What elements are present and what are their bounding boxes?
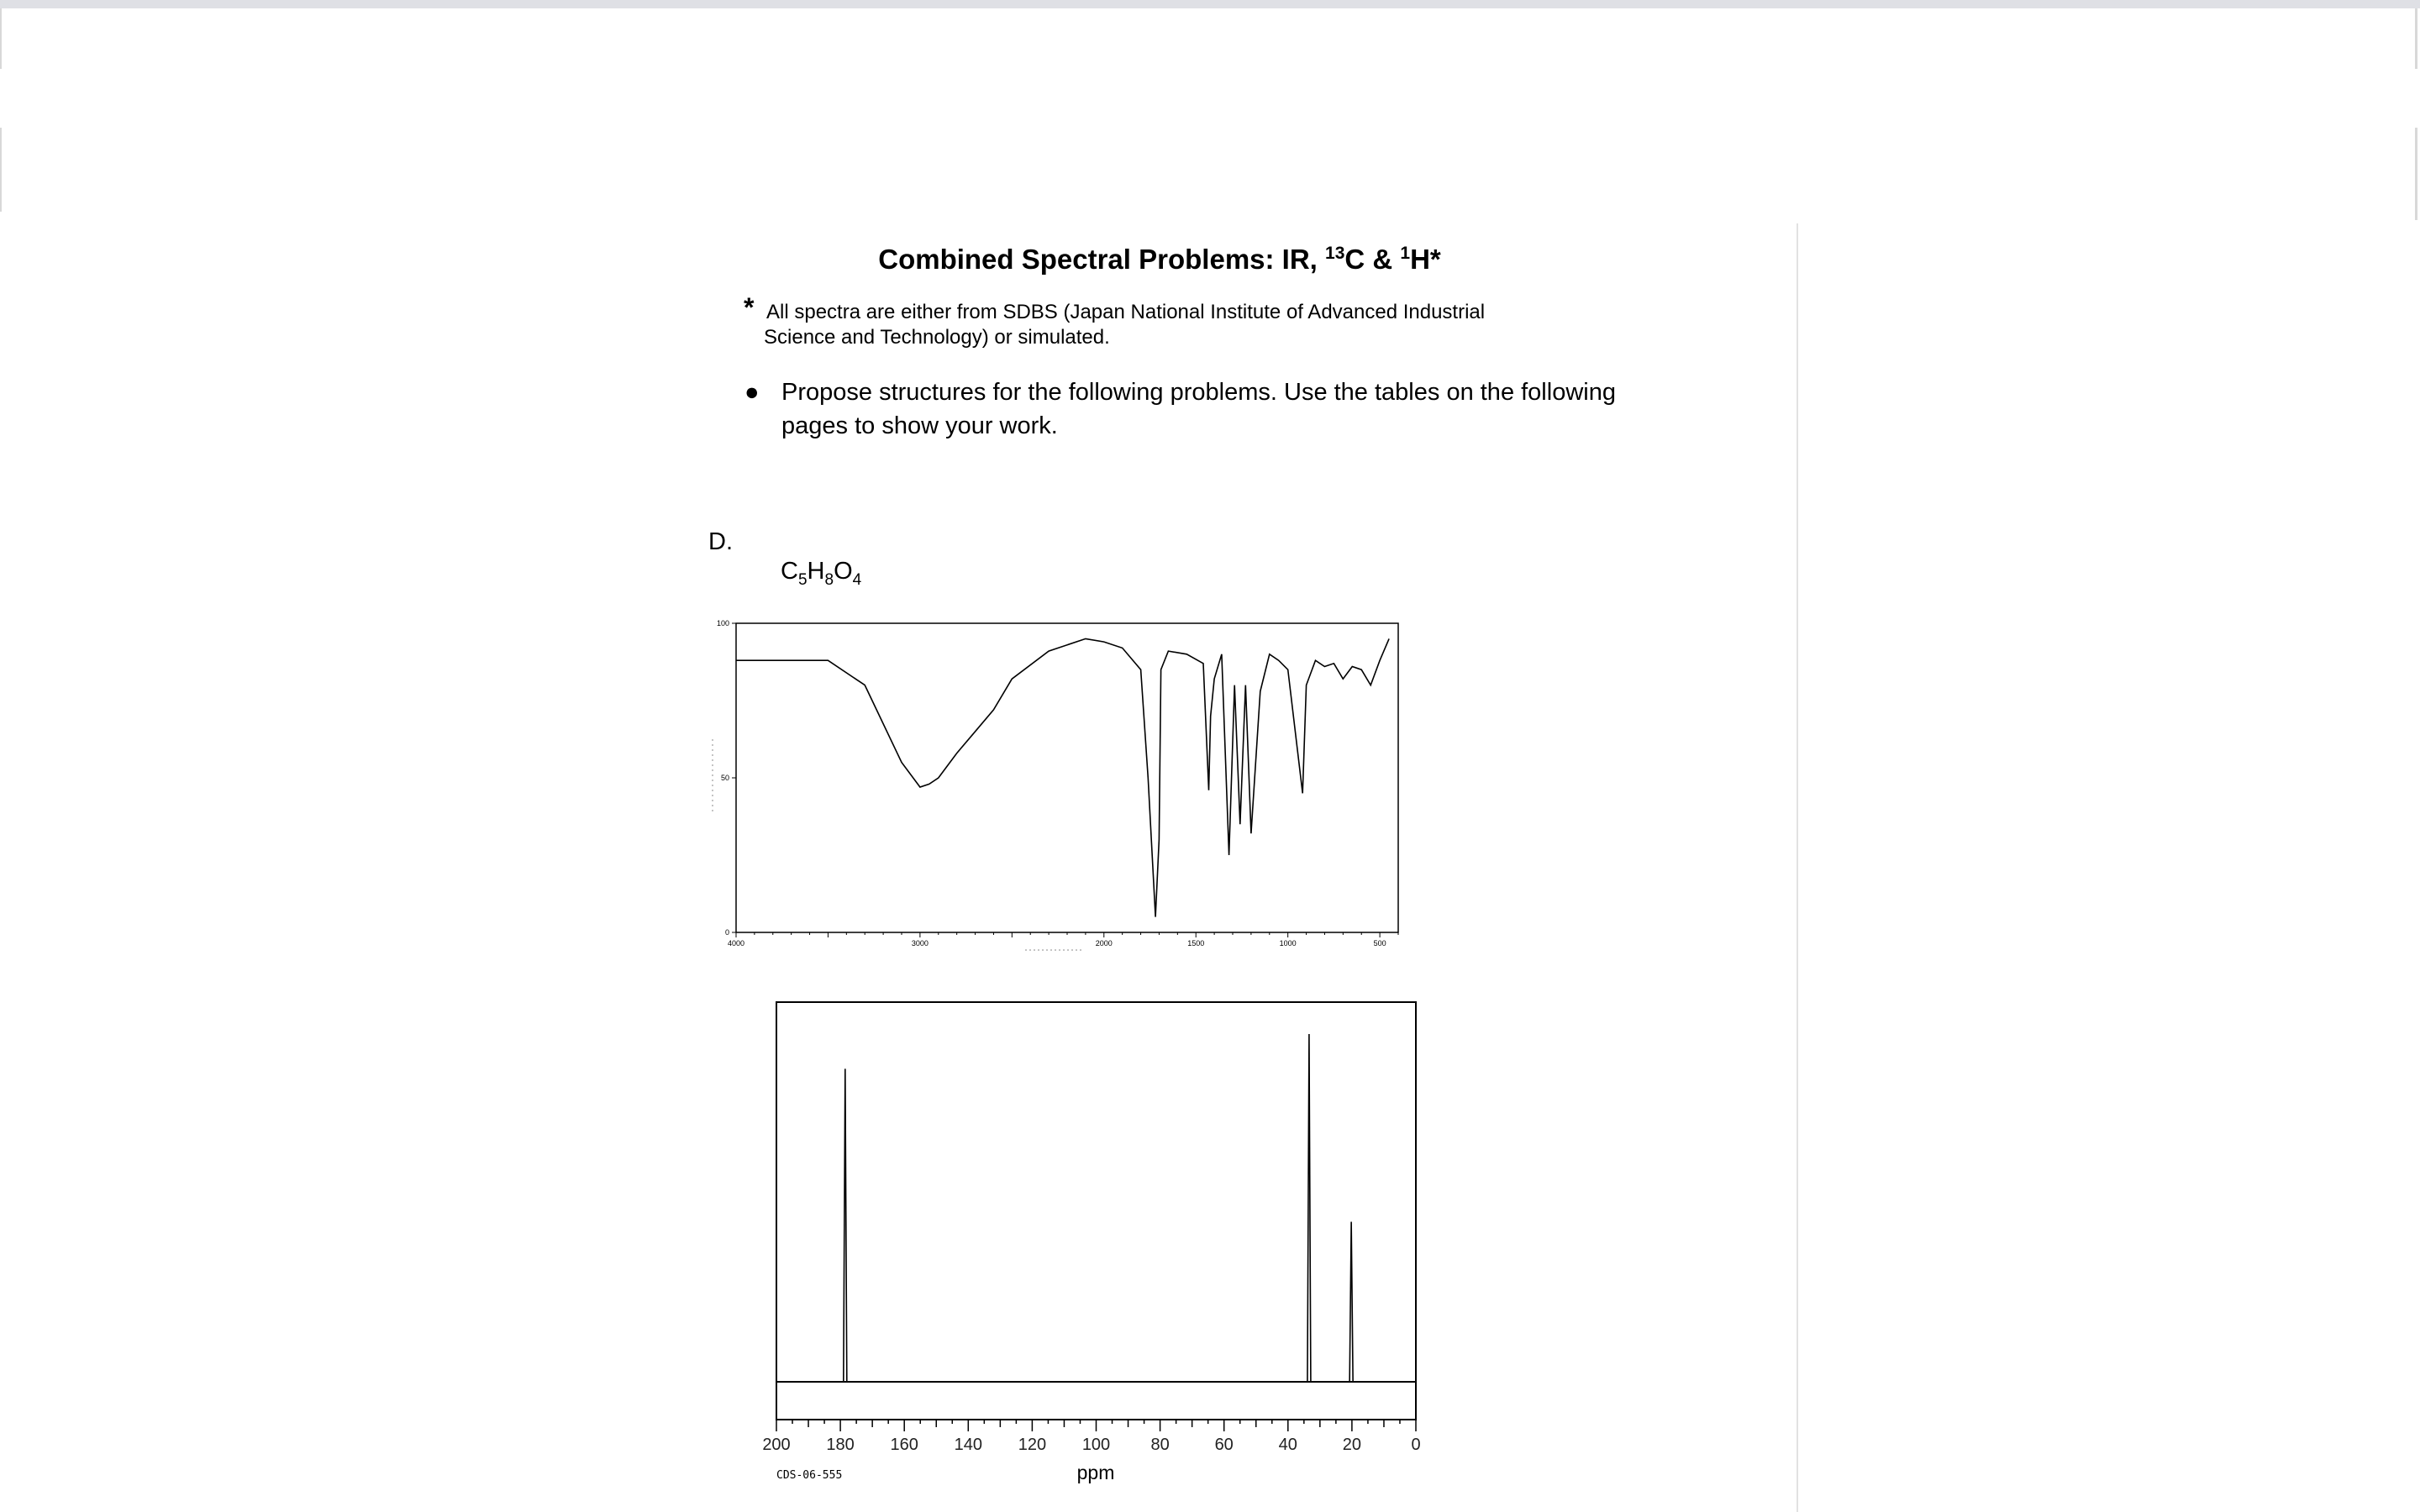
ir-xtick-label: 1500 — [1187, 939, 1205, 948]
nmr-xtick-label: 60 — [1214, 1436, 1234, 1454]
nmr-xtick-label: 0 — [1411, 1436, 1421, 1454]
nmr-plot-frame — [776, 1002, 1416, 1420]
ir-plot-frame — [736, 623, 1398, 932]
nmr-xtick-label: 200 — [762, 1436, 791, 1454]
ir-ytick-label: 50 — [720, 774, 729, 782]
frame-right-line-top — [2415, 8, 2417, 69]
nmr-xtick-label: 20 — [1342, 1436, 1362, 1454]
frame-left-line-mid — [0, 128, 2, 212]
footnote-line-1: All spectra are either from SDBS (Japan National Institute of Advanced Industrial — [766, 301, 1486, 323]
footnote-line-2: Science and Technology) or simulated. — [764, 326, 1110, 349]
frame-left-line-top — [0, 8, 2, 69]
nmr-xtick-label: 180 — [826, 1436, 855, 1454]
ir-xtick-label: 4000 — [727, 939, 745, 948]
nmr-peak — [844, 1068, 847, 1382]
nmr-xtick-label: 100 — [1081, 1436, 1111, 1454]
ir-xtick-label: 500 — [1373, 939, 1386, 948]
nmr-spectrum-code: CDS-06-555 — [776, 1469, 843, 1482]
ir-spectrum-chart — [706, 613, 1412, 958]
problem-label: D. — [708, 528, 733, 555]
nmr-xtick-label: 160 — [890, 1436, 918, 1454]
nmr-xtick-label: 140 — [954, 1436, 982, 1454]
page-right-edge — [1797, 223, 1798, 1512]
nmr-xtick-label: 40 — [1278, 1436, 1297, 1454]
ir-xtick-label: 3000 — [911, 939, 929, 948]
ir-ytick-label: 100 — [716, 619, 729, 627]
footnote-asterisk: * — [744, 292, 755, 323]
nmr-xtick-label: 80 — [1150, 1436, 1170, 1454]
bullet-icon: ● — [744, 379, 760, 406]
window-top-strip — [0, 0, 2420, 8]
c13-nmr-chart — [739, 995, 1445, 1491]
molecular-formula: $C_5H_8O_4$ — [781, 558, 862, 589]
ir-ytick-label: 0 — [724, 928, 729, 937]
frame-right-line-mid — [2415, 128, 2417, 220]
ir-xtick-label: 2000 — [1095, 939, 1113, 948]
ir-xtick-label: 1000 — [1279, 939, 1297, 948]
nmr-xtick-label: 120 — [1018, 1436, 1047, 1454]
ir-spectrum-trace — [736, 638, 1389, 916]
nmr-peak — [1349, 1222, 1353, 1382]
nmr-x-axis-label: ppm — [1076, 1462, 1115, 1483]
document-title: Combined Spectral Problems: IR, $^{13}$C & $^1$H* — [878, 244, 1441, 275]
instruction-text: Propose structures for the following problems. Use the tables on the following pages to show your work. — [781, 379, 1616, 439]
nmr-peak — [1307, 1034, 1311, 1382]
